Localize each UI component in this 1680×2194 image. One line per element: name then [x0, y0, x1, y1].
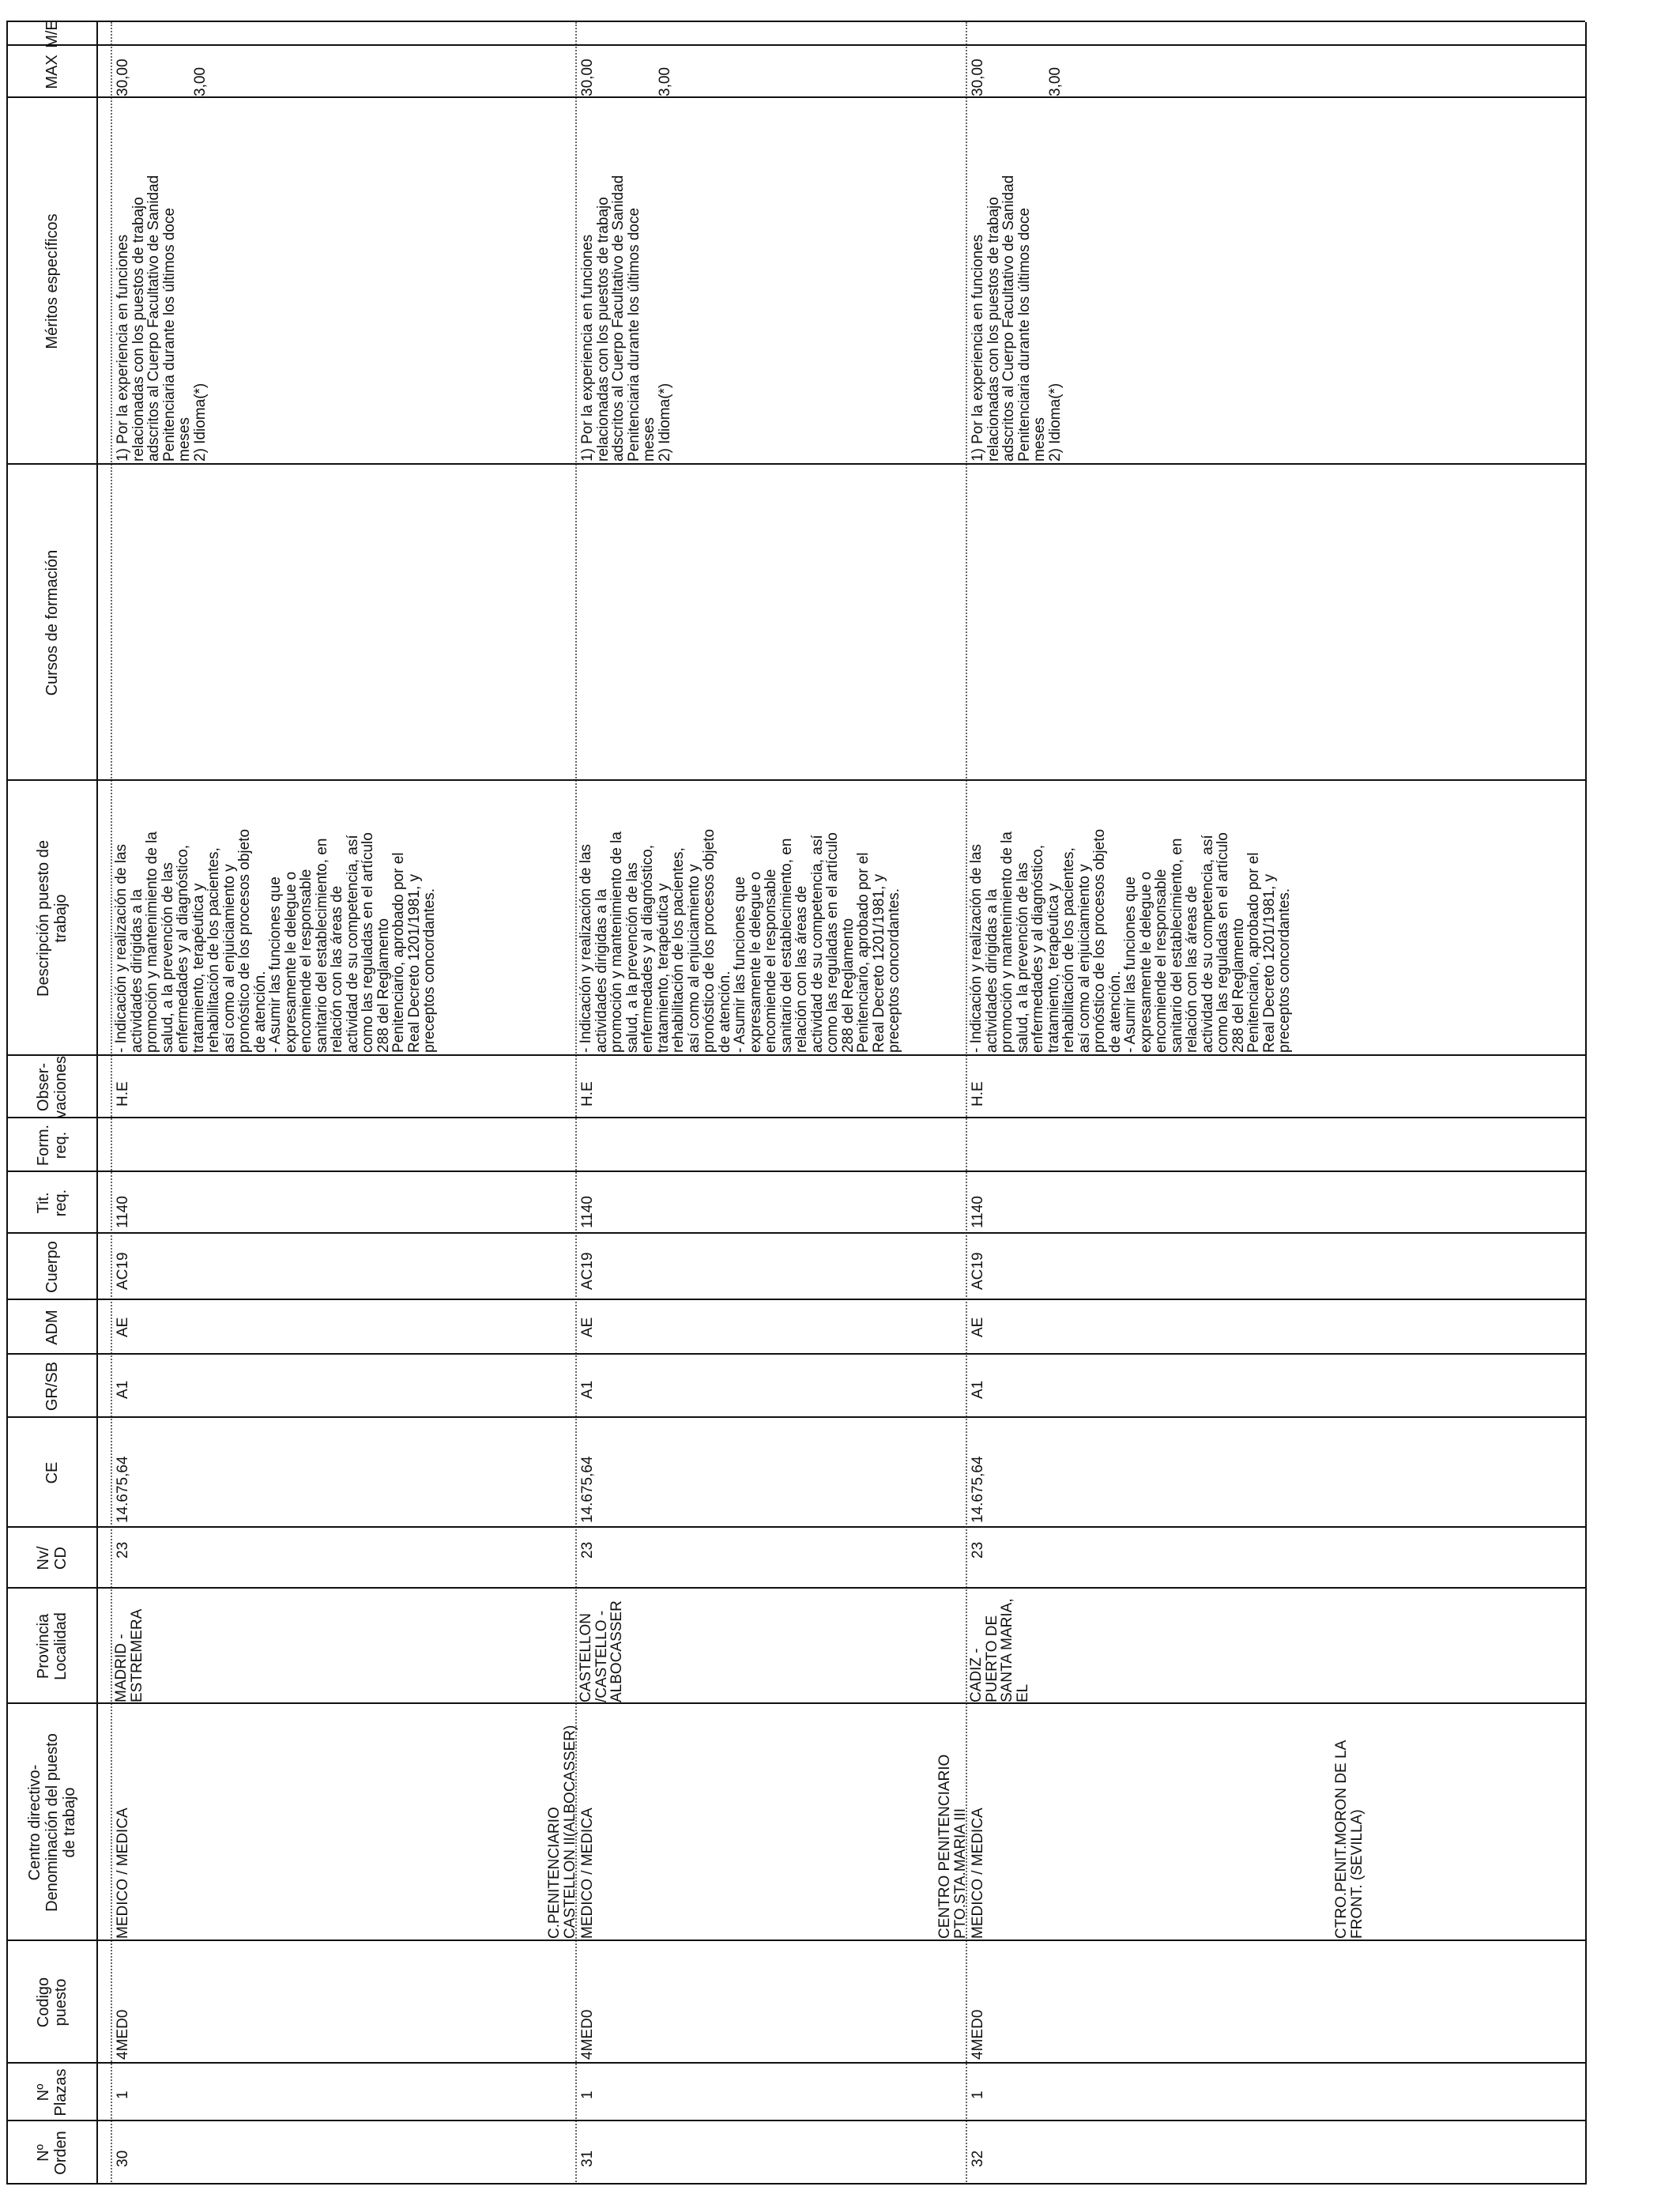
header-max: MAX: [43, 55, 61, 89]
row-max-2: 3,00: [1047, 67, 1064, 96]
row-titulacion: 1140: [579, 1196, 596, 1228]
row-ce: 14.675,64: [579, 1456, 596, 1523]
column-border: [6, 1054, 1585, 1056]
column-border: [6, 1702, 1585, 1704]
column-border: [6, 2183, 1585, 2185]
row-max-2: 3,00: [657, 67, 673, 96]
column-border: [6, 1232, 1585, 1234]
row-separator: [111, 22, 112, 2185]
header-bottom-border: [96, 22, 98, 2185]
row-denominacion: MEDICO / MEDICA: [115, 1808, 131, 1939]
row-cuerpo: AC19: [970, 1252, 986, 1290]
row-meritos: 1) Por la experiencia en funciones relacionadas con los puestos de trabajo adscritos al Cuerpo Facultativo de Sanidad Penitenciaria durante los últimos doce meses 2) Idioma(*): [579, 175, 673, 462]
row-denominacion: MEDICO / MEDICA: [579, 1808, 596, 1939]
column-border: [6, 2062, 1585, 2064]
header-ce: CE: [43, 1461, 61, 1484]
row-grupo: A1: [970, 1380, 986, 1399]
row-grupo: A1: [115, 1380, 131, 1399]
row-observaciones: H.E: [579, 1081, 596, 1106]
column-border: [6, 1416, 1585, 1418]
row-adm: AE: [115, 1317, 131, 1337]
header-provincia: Provincia Localidad: [35, 1612, 70, 1680]
header-meritos: Méritos específicos: [43, 213, 61, 349]
row-plazas: 1: [579, 2090, 596, 2099]
column-border: [6, 2120, 1585, 2121]
row-orden: 32: [970, 2150, 986, 2167]
row-ce: 14.675,64: [115, 1456, 131, 1523]
header-observaciones: Obser- vaciones: [35, 1056, 70, 1118]
row-codigo: 4MED0: [579, 2009, 596, 2060]
row-max-1: 30,00: [579, 58, 596, 96]
row-descripcion: - Indicación y realización de las actividades dirigidas a la promoción y mantenimiento de la salud, a la prevención de las enfermedades y al diagnóstico, tratamiento, terapéutica y rehabilitación de los pacientes, así como al enjuiciamiento y pronóstico de los procesos objeto de atención. - Asumir las funciones que expresamente le delegue o encomiende el responsable sanitario del establecimiento, en relación con las áreas de actividad de su competencia, así como las reguladas en el artículo 288 del Reglamento Penitenciario, aprobado por el Real Decreto 1201/1981, y preceptos concordantes.: [968, 828, 1293, 1053]
row-nivel: 23: [579, 1541, 596, 1559]
column-border: [6, 1587, 1585, 1589]
row-meritos: 1) Por la experiencia en funciones relacionadas con los puestos de trabajo adscritos al Cuerpo Facultativo de Sanidad Penitenciaria durante los últimos doce meses 2) Idioma(*): [970, 175, 1064, 462]
row-descripcion: - Indicación y realización de las actividades dirigidas a la promoción y mantenimiento de la salud, a la prevención de las enfermedades y al diagnóstico, tratamiento, terapéutica y rehabilitación de los pacientes, así como al enjuiciamiento y pronóstico de los procesos objeto de atención. - Asumir las funciones que expresamente le delegue o encomiende el responsable sanitario del establecimiento, en relación con las áreas de actividad de su competencia, así como las reguladas en el artículo 288 del Reglamento Penitenciario, aprobado por el Real Decreto 1201/1981, y preceptos concordantes.: [113, 828, 438, 1053]
centro-header-footer: CTRO.PENIT.MORON DE LA FRONT. (SEVILLA): [1333, 1740, 1365, 1939]
column-border: [6, 1299, 1585, 1300]
header-formacion: Form. req.: [35, 1124, 70, 1167]
row-max-2: 3,00: [192, 67, 209, 96]
row-adm: AE: [579, 1317, 596, 1337]
row-grupo: A1: [579, 1380, 596, 1399]
header-grupo: GR/SB: [43, 1361, 61, 1412]
row-orden: 31: [579, 2150, 596, 2167]
row-nivel: 23: [970, 1541, 986, 1559]
header-nivel: Nv/ CD: [35, 1546, 70, 1570]
header-me: M/E: [43, 20, 61, 48]
row-provincia: MADRID - ESTREMERA: [113, 1608, 145, 1702]
row-adm: AE: [970, 1317, 986, 1337]
row-provincia: CADIZ - PUERTO DE SANTA MARIA, EL: [968, 1598, 1031, 1702]
table-bottom-border: [1585, 22, 1587, 2185]
row-plazas: 1: [970, 2090, 986, 2099]
row-cuerpo: AC19: [579, 1252, 596, 1290]
row-max-1: 30,00: [115, 58, 131, 96]
header-descripcion: Descripción puesto de trabajo: [35, 840, 70, 997]
row-observaciones: H.E: [115, 1081, 131, 1106]
row-provincia: CASTELLON /CASTELLO - ALBOCASSER: [578, 1600, 625, 1702]
header-cuerpo: Cuerpo: [43, 1241, 61, 1293]
row-codigo: 4MED0: [115, 2009, 131, 2060]
row-ce: 14.675,64: [970, 1456, 986, 1523]
header-centro-directivo: Centro directivo- Denominación del puesto de trabajo: [26, 1733, 78, 1912]
row-max-1: 30,00: [970, 58, 986, 96]
header-codigo-puesto: Codigo puesto: [35, 1977, 70, 2028]
column-border: [6, 779, 1585, 781]
row-orden: 30: [115, 2150, 131, 2167]
row-nivel: 23: [115, 1541, 131, 1559]
column-border: [6, 1117, 1585, 1118]
row-plazas: 1: [115, 2090, 131, 2099]
header-titulacion: Tit. req.: [35, 1189, 70, 1217]
row-codigo: 4MED0: [970, 2009, 986, 2060]
row-denominacion: MEDICO / MEDICA: [970, 1808, 986, 1939]
row-descripcion: - Indicación y realización de las actividades dirigidas a la promoción y mantenimiento de la salud, a la prevención de las enfermedades y al diagnóstico, tratamiento, terapéutica y rehabilitación de los pacientes, así como al enjuiciamiento y pronóstico de los procesos objeto de atención. - Asumir las funciones que expresamente le delegue o encomiende el responsable sanitario del establecimiento, en relación con las áreas de actividad de su competencia, así como las reguladas en el artículo 288 del Reglamento Penitenciario, aprobado por el Real Decreto 1201/1981, y preceptos concordantes.: [578, 828, 902, 1053]
column-border: [6, 96, 1585, 98]
column-border: [6, 463, 1585, 465]
row-titulacion: 1140: [115, 1196, 131, 1228]
header-adm: ADM: [43, 1310, 61, 1345]
row-titulacion: 1140: [970, 1196, 986, 1228]
column-border: [6, 1353, 1585, 1355]
column-border: [6, 1940, 1585, 1941]
column-border: [6, 44, 1585, 46]
header-cursos: Cursos de formación: [43, 549, 61, 696]
centro-header: C.PENITENCIARIO CASTELLON II(ALBOCASSER): [546, 1725, 578, 1939]
row-cuerpo: AC19: [115, 1252, 131, 1290]
table-top-border: [6, 22, 8, 2185]
row-meritos: 1) Por la experiencia en funciones relacionadas con los puestos de trabajo adscritos al Cuerpo Facultativo de Sanidad Penitenciaria durante los últimos doce meses 2) Idioma(*): [115, 175, 209, 462]
centro-header: CENTRO PENITENCIARIO PTO.STA.MARIA III: [936, 1754, 969, 1939]
header-n-plazas: Nº Plazas: [35, 2068, 70, 2117]
column-border: [6, 21, 1585, 22]
header-n-orden: Nº Orden: [35, 2131, 70, 2175]
row-observaciones: H.E: [970, 1081, 986, 1106]
column-border: [6, 1171, 1585, 1172]
column-border: [6, 1526, 1585, 1528]
